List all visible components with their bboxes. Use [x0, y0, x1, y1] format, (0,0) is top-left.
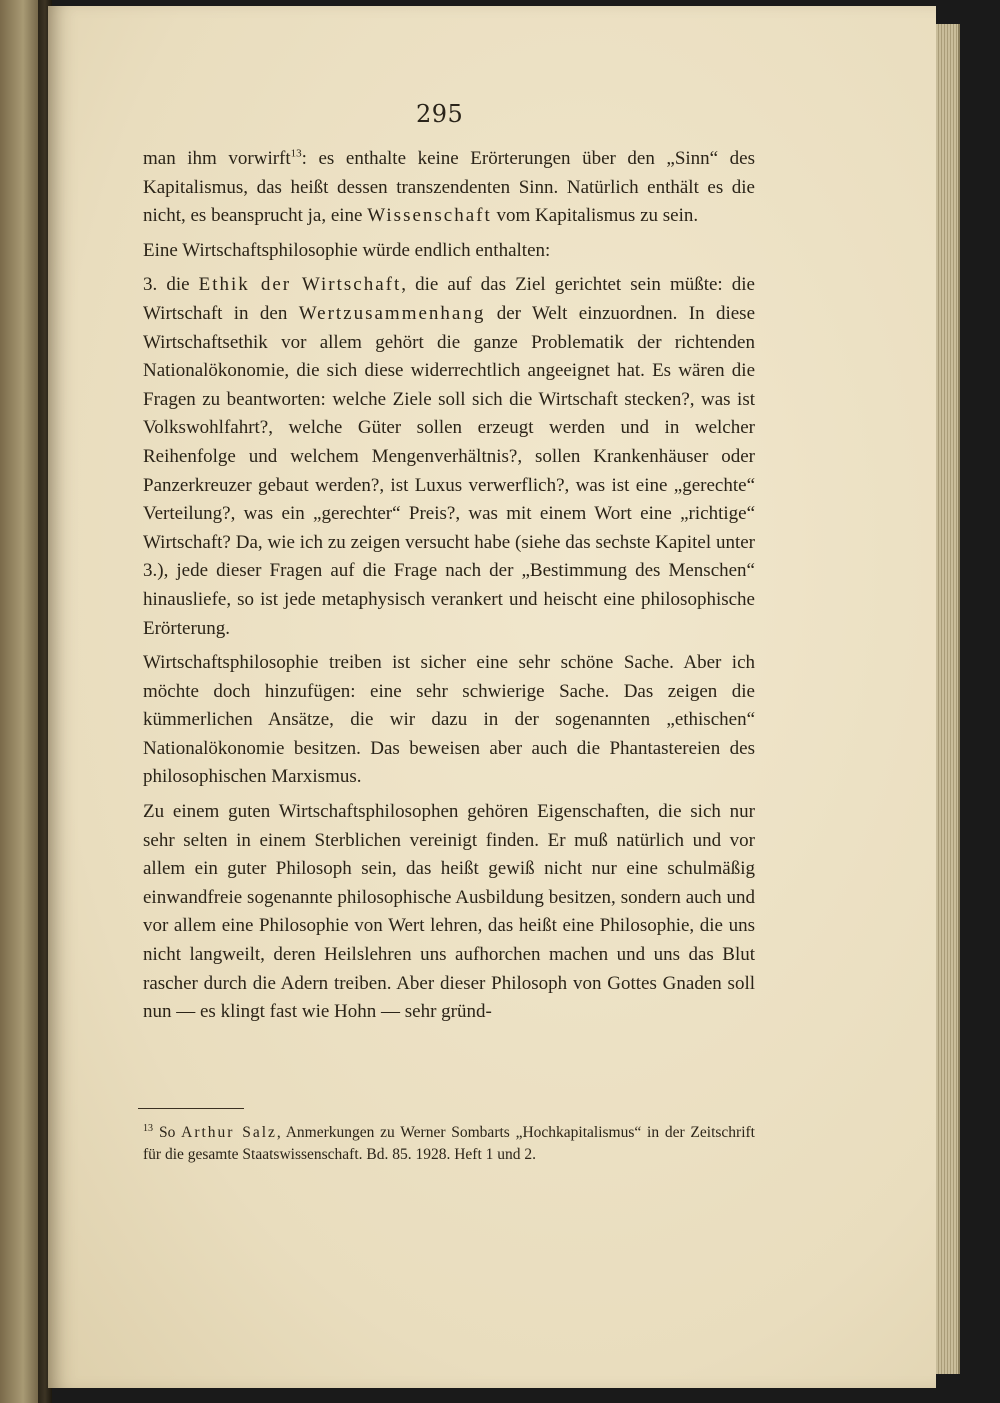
footnote-mark: 13 [143, 1122, 153, 1134]
left-page-edge [0, 0, 42, 1403]
paragraph-1: man ihm vorwirft$^{13}$: es enthalte keine Erörterungen über den „Sinn“ des Kapitalismus, das heißt dessen transzendenten Sinn. Natürlich enthält es die nicht, es beansprucht ja, eine Wissenschaft vom Kapitalismus zu sein. [143, 147, 755, 227]
paragraph-4: Wirtschaftsphilosophie treiben ist sicher eine sehr schöne Sache. Aber ich möchte doch hinzufügen: eine sehr schwierige Sache. Das zeigen die kümmerlichen Ansätze, die wir dazu in der sogenannten „ethischen“ Nationalökonomie besitzen. Das beweisen aber auch die Phantastereien des philosophischen Marxismus. [143, 652, 755, 788]
footnote-author: Arthur Salz [181, 1124, 277, 1141]
paragraph-5: Zu einem guten Wirtschaftsphilosophen gehören Eigenschaften, die sich nur sehr selten in einem Sterblichen vereinigt finden. Er muß natürlich und vor allem ein guter Philosoph sein, das heißt gewiß nicht nur eine schulmäßig einwandfreie sogenannte philosophische Ausbildung besitzen, sondern auch und vor allem eine Philosophie von Wert lehren, das heißt eine Philosophie, die uns nicht langweilt, deren Heilslehren uns aufhorchen machen und uns das Blut rascher durch die Adern treiben. Aber dieser Philosoph von Gottes Gnaden soll nun — es klingt fast wie Hohn — sehr gründ- [143, 801, 755, 1023]
page-number: 295 [416, 100, 464, 128]
footnote-reference: 13 [290, 147, 302, 160]
footnote-divider [138, 1108, 244, 1109]
footnote: $^{13}$ So Arthur Salz, Anmerkungen zu Werner Sombarts „Hochkapitalismus“ in der Zeitschrift für die gesamte Staatswissenschaft. Bd. 85. 1928. Heft 1 und 2. [143, 1122, 755, 1163]
paragraph-3: 3. die Ethik der Wirtschaft, die auf das Ziel gerichtet sein müßte: die Wirtschaft in den Wertzusammenhang der Welt einzuordnen. In diese Wirtschaftsethik vor allem gehört die ganze Problematik der richtenden Nationalökonomie, die sich diese widerrechtlich angeeignet hat. Es wären die Fragen zu beantworten: welche Ziele soll sich die Wirtschaft stecken?, was ist Volkswohlfahrt?, welche Güter sollen erzeugt werden und in welcher Reihenfolge und welchem Mengenverhältnis?, sollen Krankenhäuser oder Panzerkreuzer gebaut werden?, ist Luxus verwerflich?, was ist eine „gerechte“ Verteilung?, was ein „gerechter“ Preis?, was mit einem Wort eine „richtige“ Wirtschaft? Da, wie ich zu zeigen versucht habe (siehe das sechste Kapitel unter 3.), jede dieser Fragen auf die Frage nach der „Bestimmung des Menschen“ hinausliefe, so ist jede metaphysisch verankert und heischt eine philosophische Erörterung. [143, 274, 755, 639]
paragraph-2: Eine Wirtschaftsphilosophie würde endlich enthalten: [143, 239, 551, 261]
page-edges [936, 24, 960, 1374]
body-text [143, 145, 755, 1033]
